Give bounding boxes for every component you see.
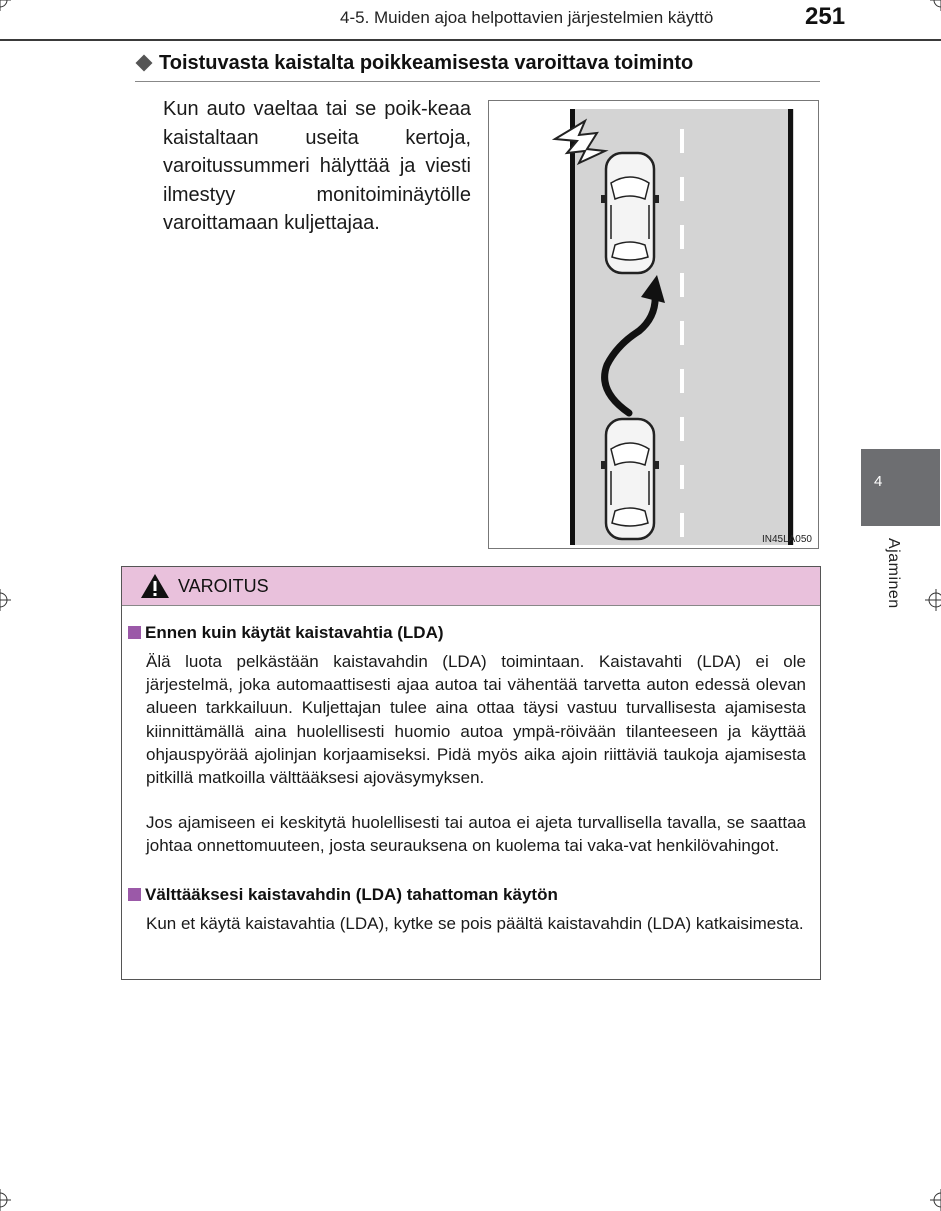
- registration-mark-top-right: [930, 0, 941, 11]
- registration-mark-bottom-left: [0, 1189, 11, 1211]
- warning-item-paragraph: Jos ajamiseen ei keskitytä huolellisesti tai autoa ei ajeta turvallisella tavalla, se saattaa johtaa onnettomuuteen, josta seurauksena on kuolema tai vaka-vat henkilövahingot.: [146, 813, 806, 856]
- warning-item-paragraph: Kun et käytä kaistavahtia (LDA), kytke se pois päältä kaistavahdin (LDA) katkaisimesta.: [146, 914, 804, 933]
- chapter-number: 4: [874, 473, 883, 490]
- right-lane-line: [788, 109, 793, 545]
- registration-mark-bottom-right: [930, 1189, 941, 1211]
- registration-mark-top-left: [0, 0, 11, 11]
- header-rule: [0, 39, 941, 41]
- chapter-header-title: 4-5. Muiden ajoa helpottavien järjestelmien käyttö: [340, 8, 714, 27]
- section-title: [135, 52, 693, 75]
- center-dashed-line: [680, 129, 684, 537]
- car-icon-lower: [601, 419, 659, 539]
- figure-code: IN45LA050: [761, 534, 812, 545]
- chapter-name: Ajaminen: [885, 538, 902, 609]
- intro-paragraph: Kun auto vaeltaa tai se poik-keaa kaistaltaan useita kertoja, varoitussummeri hälyttää ja viesti ilmestyy monitoiminäytölle varoittamaan kuljettajaa.: [163, 98, 471, 234]
- square-bullet-icon: [128, 626, 141, 639]
- warning-triangle-icon: [140, 573, 170, 599]
- page-number: 251: [805, 3, 846, 30]
- left-lane-line: [570, 109, 575, 545]
- warning-item-paragraph: Älä luota pelkästään kaistavahdin (LDA) toimintaan. Kaistavahti (LDA) ei ole järjestelmä, joka automaattisesti ajaa autoa tai vähentää tarvetta auton edessä olevan alueen tarkkailuun. Kuljettajan tulee aina ottaa täysi vastuu turvallisesta ajamisesta kiinnittämällä aina huolellisesti huomio autoa ympä-röivään tilanteeseen ja käyttää ohjauspyörää ajolinjan korjaamiseksi. Pidä myös aika ajoin riittäviä taukoja ajamisesta pitkillä matkoilla välttääksesi ajoväsymyksen.: [146, 652, 806, 788]
- registration-mark-mid-left: [0, 589, 11, 611]
- car-drifting-lane-illustration: [489, 101, 820, 550]
- warning-box: [121, 566, 821, 980]
- chapter-side-tab: [861, 449, 940, 526]
- section-title-text: Toistuvasta kaistalta poikkeamisesta varoittava toiminto: [159, 52, 694, 74]
- car-icon-upper: [601, 153, 659, 273]
- lane-departure-figure: [488, 100, 819, 549]
- warning-item-title: Välttääksesi kaistavahdin (LDA) tahattoman käytön: [128, 885, 558, 905]
- square-bullet-icon: [128, 888, 141, 901]
- warning-header: [122, 567, 820, 606]
- warning-item-title: Ennen kuin käytät kaistavahtia (LDA): [128, 623, 444, 643]
- registration-mark-mid-right: [925, 589, 941, 611]
- diamond-bullet-icon: [136, 54, 153, 71]
- section-rule: [135, 81, 820, 82]
- warning-title: VAROITUS: [178, 575, 269, 596]
